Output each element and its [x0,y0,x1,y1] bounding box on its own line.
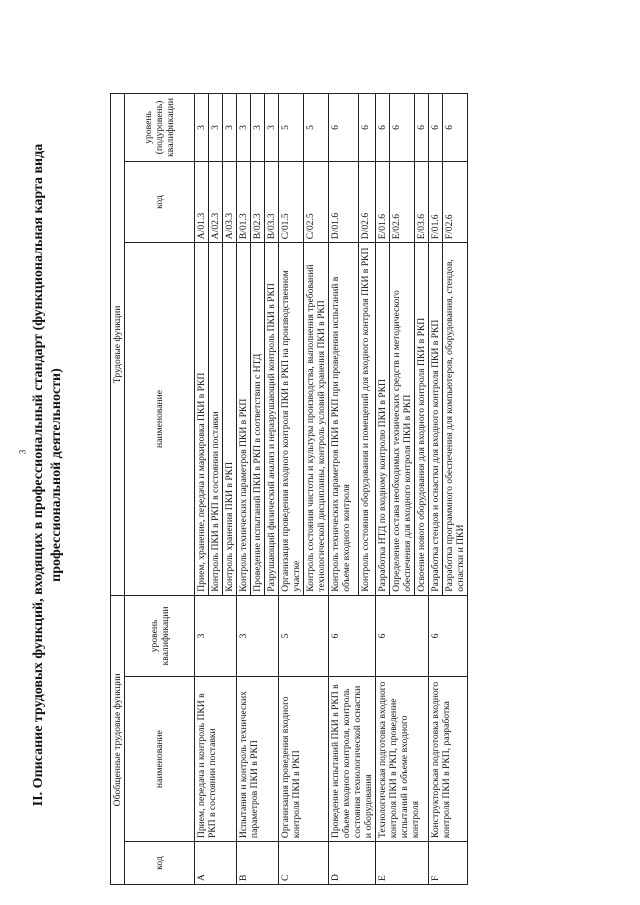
group-code: E [376,842,429,885]
group-code: D [329,842,376,885]
function-level: 3 [209,94,223,162]
table-row [429,94,443,885]
function-name: Контроль хранения ПКИ в РКП [223,243,237,596]
function-code: A/01.3 [195,161,209,242]
function-level: 3 [223,94,237,162]
group-code: A [195,842,237,885]
group-name: Технологическая подготовка входного контроля ПКИ в РКП, проведение испытаний в объеме входного контроля [376,677,429,842]
header-code-2: код [125,161,195,242]
function-level: 3 [265,94,279,162]
function-name: Разработка программного обеспечения для компьютеров, оборудования, стендов, оснастки и ПКИ [443,243,468,596]
function-level: 5 [279,94,304,162]
function-name: Контроль технических параметров ПКИ в РКП при проведении испытаний в объеме входного контроля [329,243,359,596]
title-line-1: II. Описание трудовых функций, входящих в профессиональный стандарт (функциональная карта вида [31,143,46,807]
function-code: A/02.3 [209,161,223,242]
function-name: Контроль ПКИ в РКП в состоянии поставки [209,243,223,596]
function-name: Определение состава необходимых технических средств и методического обеспечения для входного контроля ПКИ в РКП [390,243,415,596]
header-code: код [125,842,195,885]
group-name: Проведение испытаний ПКИ в РКП в объеме входного контроля, контроль состояния технологической оснастки и оборудования [329,677,376,842]
group-name: Организация проведения входного контроля ПКИ в РКП [279,677,329,842]
function-level: 6 [429,94,443,162]
function-name: Контроль состояния чистоты и культуры производства, выполнения требований технологической дисциплины, контроль условий хранения ПКИ в РКП [304,243,329,596]
function-name: Разработка НТД по входному контролю ПКИ в РКП [376,243,390,596]
header-level: уровень квалификации [125,595,195,676]
header-name: наименование [125,677,195,842]
function-name: Организация проведения входного контроля ПКИ в РКП на производственном участке [279,243,304,596]
table-row [279,94,304,885]
group-level: 5 [279,595,329,676]
group-level: 6 [429,595,468,676]
function-code: E/02.6 [390,161,415,242]
function-code: C/01.5 [279,161,304,242]
table-row [329,94,359,885]
function-code: E/03.6 [415,161,429,242]
function-name: Прием, хранение, передача и маркировка ПКИ в РКП [195,243,209,596]
function-name: Разрушающий физический анализ и неразрушающий контроль ПКИ в РКП [265,243,279,596]
group-name: Испытания и контроль технических параметров ПКИ в РКП [237,677,279,842]
function-level: 5 [304,94,329,162]
group-code: F [429,842,468,885]
header-name-2: наименование [125,243,195,596]
function-code: B/01.3 [237,161,251,242]
function-level: 3 [195,94,209,162]
group-name: Прием, передача и контроль ПКИ в РКП в состоянии поставки [195,677,237,842]
function-code: B/02.3 [251,161,265,242]
function-code: E/01.6 [376,161,390,242]
function-level: 6 [329,94,359,162]
table-row [376,94,390,885]
group-level: 6 [376,595,429,676]
function-level: 6 [443,94,468,162]
group-code: B [237,842,279,885]
group-level: 6 [329,595,376,676]
group-level: 3 [195,595,237,676]
header-generalized: Обобщенные трудовые функции [111,595,125,884]
function-level: 3 [237,94,251,162]
function-name: Контроль состояния оборудования и помещений для входного контроля ПКИ в РКП [359,243,376,596]
group-code: C [279,842,329,885]
rotated-page [0,45,600,905]
group-level: 3 [237,595,279,676]
function-code: C/02.5 [304,161,329,242]
function-code: D/02.6 [359,161,376,242]
page-number: 3 [17,449,28,455]
function-level: 6 [415,94,429,162]
header-labor-functions: Трудовые функции [111,94,125,596]
function-code: A/03.3 [223,161,237,242]
function-name: Освоение нового оборудования для входного контроля ПКИ в РКП [415,243,429,596]
function-code: B/03.3 [265,161,279,242]
function-name: Разработка стендов и оснастки для входного контроля ПКИ в РКП [429,243,443,596]
table-body [195,94,468,885]
function-code: F/02.6 [443,161,468,242]
functions-table [110,93,468,885]
group-name: Конструкторская подготовка входного контроля ПКИ в РКП, разработка [429,677,468,842]
function-level: 6 [390,94,415,162]
section-title [30,45,66,905]
function-code: D/01.6 [329,161,359,242]
function-code: F/01.6 [429,161,443,242]
title-line-2: профессиональной деятельности) [49,368,64,582]
function-level: 6 [376,94,390,162]
function-name: Контроль технических параметров ПКИ в РКП [237,243,251,596]
table-row [237,94,251,885]
function-level: 3 [251,94,265,162]
header-sublevel: уровень (подуровень) квалификации [125,94,195,162]
table-row [195,94,209,885]
function-level: 6 [359,94,376,162]
function-name: Проведение испытаний ПКИ в РКП в соответствии с НТД [251,243,265,596]
